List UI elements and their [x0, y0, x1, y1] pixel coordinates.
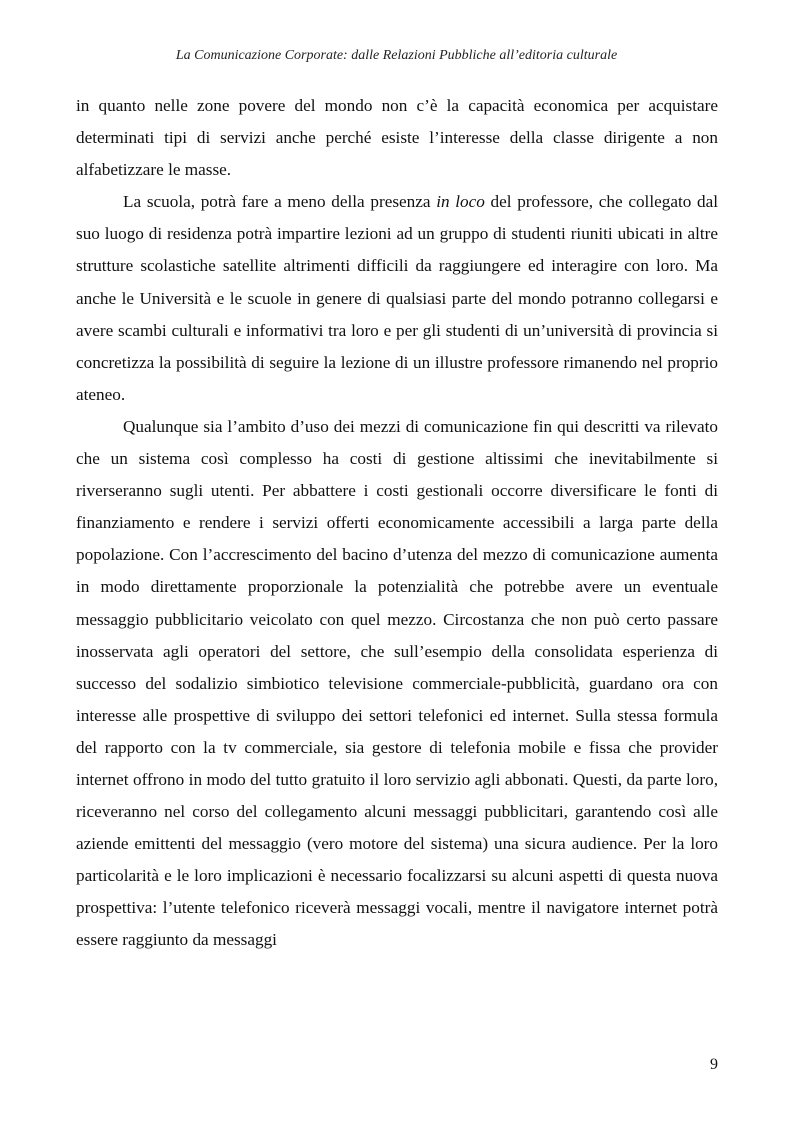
- paragraph-2-rest: del professore, che collegato dal suo luogo di residenza potrà impartire lezioni ad un gruppo di studenti riuniti ubicati in altre strutture scolastiche satellite altrimenti difficili da raggiungere ed interagire con loro. Ma anche le Università e le scuole in genere di qualsiasi parte del mondo potranno collegarsi e avere scambi culturali e informativi tra loro e per gli studenti di un’università di provincia si concretizza la possibilità di seguire la lezione di un illustre professore rimanendo nel proprio ateneo.: [76, 192, 718, 404]
- paragraph-2-lead: La scuola, potrà fare a meno della presenza: [123, 192, 437, 212]
- paragraph-3: Qualunque sia l’ambito d’uso dei mezzi di comunicazione fin qui descritti va rilevato che un sistema così complesso ha costi di gestione altissimi che inevitabilmente si riverseranno sugli utenti. Per abbattere i costi gestionali occorre diversificare le fonti di finanziamento e rendere i servizi offerti economicamente accessibili a larga parte della popolazione. Con l’accrescimento del bacino d’utenza del mezzo di comunicazione aumenta in modo direttamente proporzionale la potenzialità che potrebbe avere un eventuale messaggio pubblicitario veicolato con quel mezzo. Circostanza che non può certo passare inosservata agli operatori del settore, che sull’esempio della consolidata esperienza di successo del sodalizio simbiotico televisione commerciale-pubblicità, guardano ora con interesse alle prospettive di sviluppo dei settori telefonici ed internet. Sulla stessa formula del rapporto con la tv commerciale, sia gestore di telefonia mobile e fissa che provider internet offrono in modo del tutto gratuito il loro servizio agli abbonati. Questi, da parte loro, riceveranno nel corso del collegamento alcuni messaggi pubblicitari, garantendo così alle aziende emittenti del messaggio (vero motore del sistema) una sicura audience. Per la loro particolarità e le loro implicazioni è necessario focalizzarsi su alcuni aspetti di questa nuova prospettiva: l’utente telefonico riceverà messaggi vocali, mentre il navigatore internet potrà essere raggiunto da messaggi: [76, 416, 718, 950]
- italic-phrase-in-loco: in loco: [436, 192, 485, 212]
- page-number: 9: [710, 1056, 718, 1073]
- paragraph-1: in quanto nelle zone povere del mondo non c’è la capacità economica per acquistare determinati tipi di servizi anche perché esiste l’interesse della classe dirigente a non alfabetizzare le masse.: [76, 96, 718, 180]
- body-text: [76, 90, 718, 957]
- paragraph-2: [76, 186, 718, 411]
- running-header: La Comunicazione Corporate: dalle Relazioni Pubbliche all’editoria culturale: [175, 48, 618, 63]
